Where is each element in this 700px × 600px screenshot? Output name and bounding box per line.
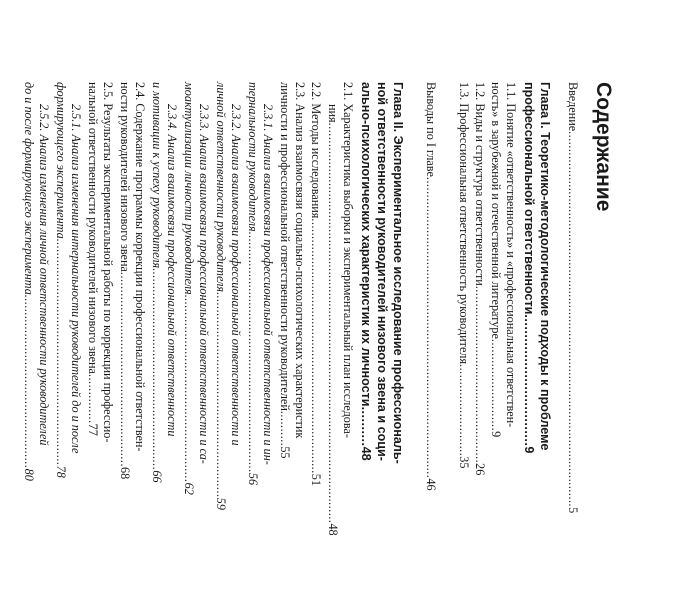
toc-leader-dots: ........................................................................	[309, 218, 323, 474]
toc-leader-dots: ....................................................................	[246, 231, 260, 473]
page-title: Содержание	[592, 82, 615, 212]
toc-line	[245, 82, 260, 485]
toc-entry-text: 2.4. Содержание программы коррекции профессиональной ответствен-	[133, 82, 147, 452]
toc-entry-text: тернальности руководителя	[246, 82, 260, 232]
toc-entry-text: ность» в зарубежной и отечественной литературе	[489, 82, 503, 339]
toc-leader-dots: ..........	[278, 410, 292, 447]
toc-entry-text: моактуализации личности руководителя	[182, 82, 196, 295]
toc-leader-dots: ..........	[359, 406, 373, 447]
toc-leader-dots: ..........................	[457, 364, 471, 457]
toc-page-number: 59	[214, 497, 228, 510]
toc-entry-text: Глава I. Теоретико-методологические подходы к проблеме	[538, 82, 552, 451]
toc-entry-text: ности руководителей низового звена	[118, 82, 132, 272]
toc-line	[391, 82, 405, 464]
toc-line	[53, 82, 68, 478]
toc-leader-dots: ..........................................................................................................	[566, 131, 580, 508]
toc-page-number: 9	[522, 446, 536, 454]
toc-line	[277, 82, 292, 459]
toc-leader-dots: .....................................................	[182, 294, 196, 483]
toc-line	[488, 82, 503, 437]
toc-entry-text: ной ответственности руководителей низового звена и соци-	[375, 82, 389, 461]
toc-entry-text: 1.1. Понятие «ответственность» и «профессиональная ответствен-	[504, 82, 518, 428]
toc-entry-text: ния	[326, 104, 340, 123]
toc-line	[85, 82, 100, 436]
toc-page-number: 48	[359, 446, 373, 461]
toc-entry-text: 2.5. Результаты экспериментальной работы по коррекции профессио-	[101, 82, 115, 443]
toc-entry-text: 1.2. Виды и структура ответственности	[473, 82, 487, 286]
toc-entry-text: ально-психологических характеристик их личности	[359, 82, 373, 407]
toc-page-number: 66	[150, 470, 164, 483]
toc-entry-text: 2.3.3. Анализ взаимосвязи профессиональной ответственности и са-	[197, 104, 211, 464]
toc-page-number: 9	[489, 431, 503, 438]
toc-entry-text: 2.3.2. Анализ взаимосвязи профессиональной ответственности и	[229, 104, 243, 446]
toc-line	[340, 82, 355, 438]
toc-line	[228, 104, 243, 446]
toc-entry-text: 2.3.1. Анализ взаимосвязи профессиональной ответственности и ин-	[261, 104, 275, 465]
toc-page-number: 35	[457, 456, 471, 469]
toc-entry-text: Глава II. Экспериментальное исследование профессиональ-	[391, 82, 405, 464]
toc-entry-text: до и после формирующего эксперимента	[22, 82, 36, 295]
toc-leader-dots: ................................................................	[54, 238, 68, 466]
toc-page-number: 62	[182, 482, 196, 495]
toc-entry-text: личности и профессиональной ответственности руководителей	[278, 82, 292, 411]
toc-entry-text: профессиональной ответственности	[522, 82, 536, 315]
toc-line	[68, 104, 83, 453]
toc-entry-text: 2.3. Анализ взаимосвязи социально-психологических характеристик	[293, 82, 307, 439]
toc-line	[308, 82, 323, 486]
toc-leader-dots: ..................................................	[473, 285, 487, 464]
toc-line	[213, 82, 228, 510]
toc-line	[565, 82, 580, 513]
toc-leader-dots: .........................................................	[150, 268, 164, 471]
toc-line	[100, 82, 115, 442]
toc-line	[117, 82, 132, 479]
toc-line	[325, 104, 340, 536]
toc-leader-dots: .......................................................	[118, 271, 132, 467]
toc-entry-text: 2.3.4. Анализ взаимосвязи профессиональной ответственности	[165, 104, 179, 437]
toc-line	[21, 82, 36, 481]
toc-entry-text: формирующего эксперимента	[54, 82, 68, 239]
toc-line	[375, 82, 389, 461]
toc-entry-text: и мотивации к успеху руководителя	[150, 82, 164, 269]
toc-line	[181, 82, 196, 495]
toc-entry-text: 2.2. Методы исследования	[309, 82, 323, 219]
toc-page-number: 78	[54, 465, 68, 478]
toc-leader-dots: .................................	[522, 314, 536, 447]
toc-line	[196, 104, 211, 464]
toc-entry-text: 1.3. Профессиональная ответственность руководителя	[457, 82, 471, 365]
toc-line	[36, 104, 51, 446]
toc-line	[456, 82, 471, 468]
toc-line	[538, 82, 552, 450]
toc-line	[260, 104, 275, 465]
toc-leader-dots: .................................................	[22, 294, 36, 469]
toc-entry-text: личной ответственности руководителя	[214, 82, 228, 293]
toc-leader-dots: ..........................	[489, 338, 503, 432]
toc-page-number: 51	[309, 473, 323, 486]
toc-line	[149, 82, 164, 483]
toc-page-number: 80	[22, 468, 36, 481]
toc-page-number: 5	[566, 507, 580, 514]
toc-leader-dots: ..............	[86, 373, 100, 424]
toc-line	[359, 82, 373, 461]
toc-line	[423, 82, 438, 491]
toc-page-number: 26	[473, 463, 487, 476]
toc-line	[164, 104, 179, 436]
toc-page-number: 77	[86, 423, 100, 436]
toc-entry-text: 2.5.1. Анализ изменения интернальности руководителей до и после	[69, 104, 83, 454]
toc-entry-text: Введение	[566, 82, 580, 132]
toc-line	[292, 82, 307, 438]
toc-page-number: 55	[278, 446, 292, 459]
toc-line	[132, 82, 147, 452]
toc-entry-text: нальной ответственности руководителей низового звена	[86, 82, 100, 374]
toc-leader-dots: .................................................................................................................	[326, 122, 340, 524]
toc-entry-text: Выводы по I главе	[424, 82, 438, 177]
toc-line	[472, 82, 487, 475]
toc-line	[503, 82, 518, 427]
toc-leader-dots: .....................................................................................	[424, 176, 438, 479]
toc-page-number: 56	[246, 472, 260, 486]
toc-entry-text: 2.1. Характеристика выборки и экспериментальный план исследова-	[341, 82, 355, 438]
toc-page-number: 46	[424, 478, 438, 491]
toc-leader-dots: ..........................................................	[214, 292, 228, 498]
toc-line	[522, 82, 536, 453]
toc-page-number: 48	[326, 523, 340, 536]
toc-entry-text: 2.5.2. Анализ изменения личной ответственности руководителей	[37, 104, 51, 446]
toc-page-number: 68	[118, 466, 132, 480]
